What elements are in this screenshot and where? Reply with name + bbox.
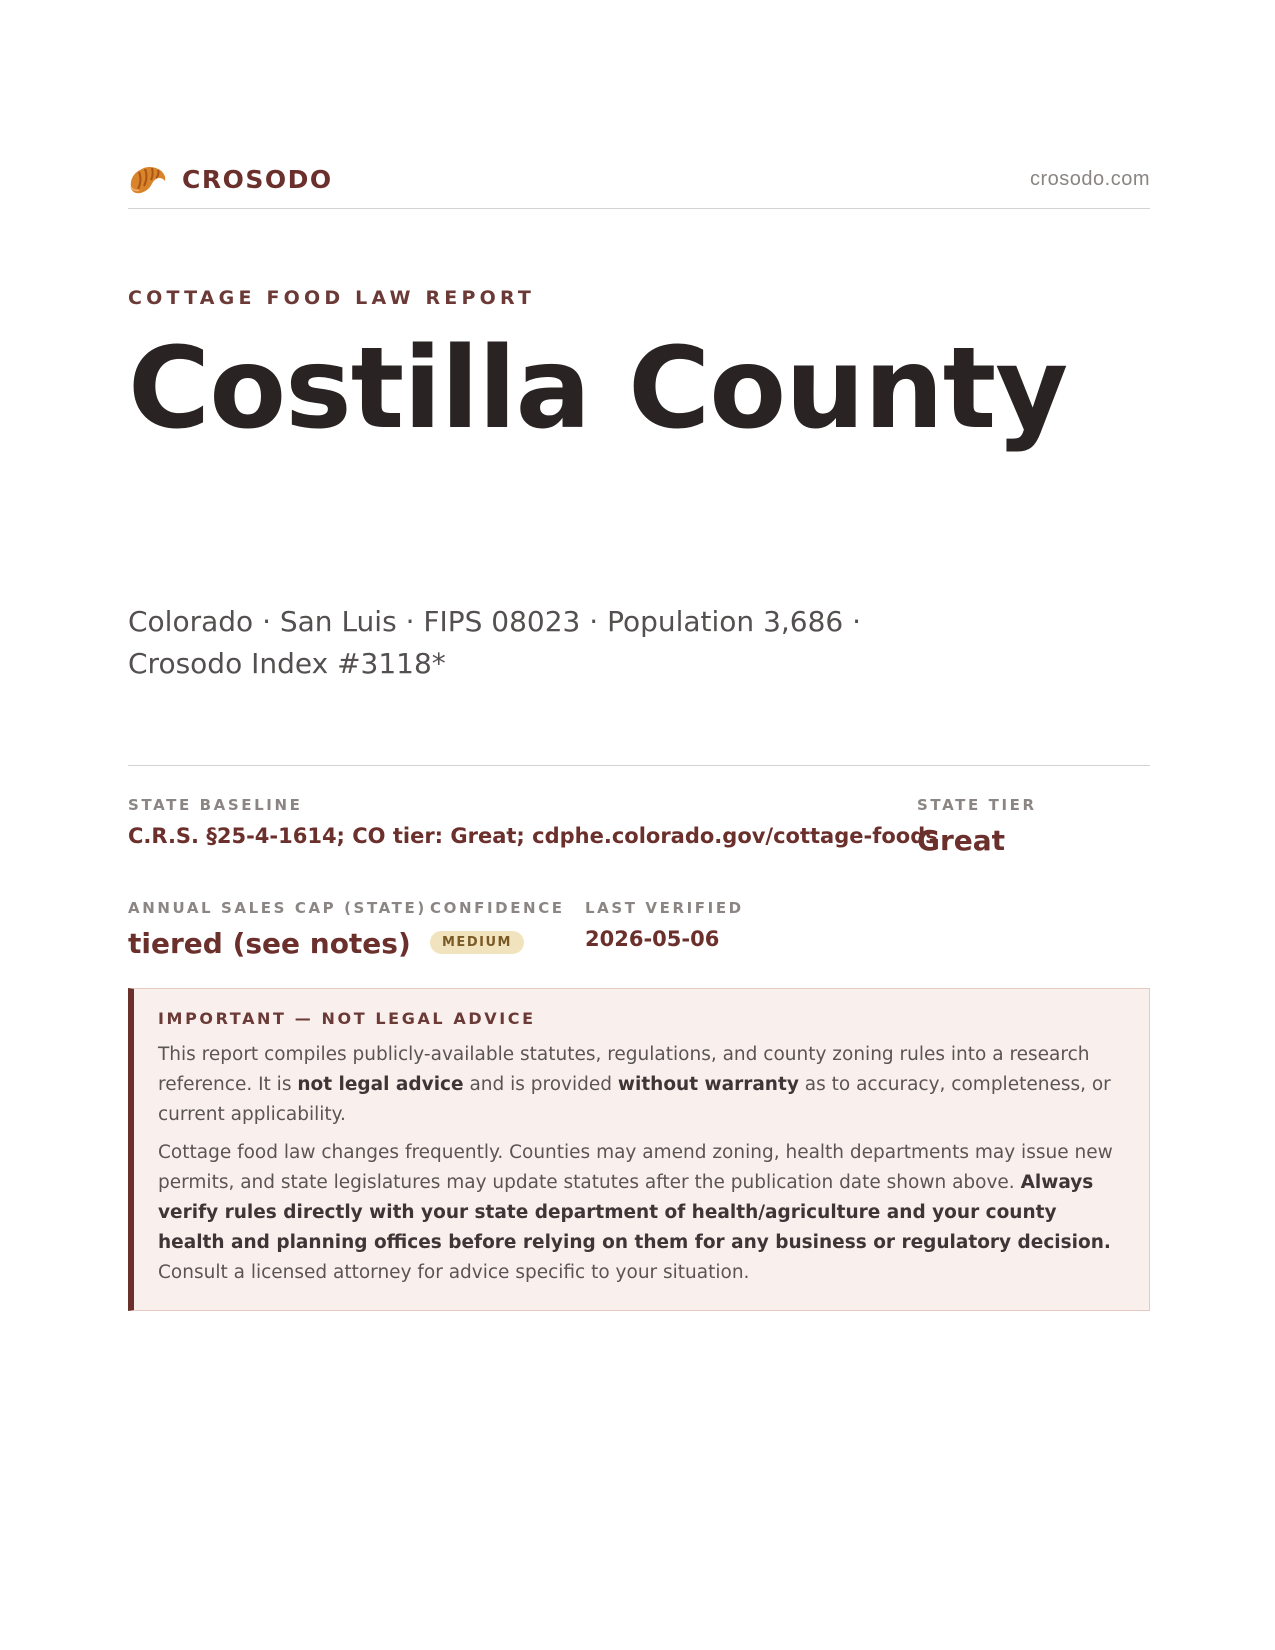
fact-last-verified <box>585 899 835 960</box>
section-divider <box>128 765 1150 766</box>
notice-emphasis: without warranty <box>617 1074 799 1095</box>
fact-label: CONFIDENCE <box>430 899 565 917</box>
fact-confidence <box>430 899 585 960</box>
fact-label: STATE BASELINE <box>128 796 303 814</box>
legal-notice <box>128 988 1150 1311</box>
report-eyebrow: COTTAGE FOOD LAW REPORT <box>128 287 536 309</box>
facts-row <box>128 796 1150 857</box>
fact-value: Great <box>917 824 1006 857</box>
site-url[interactable]: crosodo.com <box>1030 167 1150 190</box>
fact-value: 2026-05-06 <box>585 927 720 951</box>
brand[interactable] <box>128 161 333 197</box>
notice-text: Consult a licensed attorney for advice specific to your situation. <box>158 1262 750 1283</box>
croissant-icon <box>128 161 168 197</box>
fact-state-tier <box>917 796 1150 857</box>
fact-value: C.R.S. §25-4-1614; CO tier: Great; cdphe.colorado.gov/cottage-foods <box>128 824 938 848</box>
fact-label: ANNUAL SALES CAP (STATE) <box>128 899 427 917</box>
confidence-badge: MEDIUM <box>430 931 524 954</box>
facts-row <box>128 899 1150 960</box>
report-page <box>128 150 1150 1311</box>
fact-label: STATE TIER <box>917 796 1037 814</box>
notice-paragraph <box>158 1138 1123 1288</box>
fact-state-baseline <box>128 796 938 857</box>
notice-emphasis: Always verify rules directly with your state department of health/agriculture and your county health and planning offices before relying on them for any business or regulatory decision. <box>158 1172 1111 1253</box>
notice-title: IMPORTANT — NOT LEGAL ADVICE <box>158 1009 536 1028</box>
notice-text: and is provided <box>463 1074 618 1095</box>
fact-label: LAST VERIFIED <box>585 899 744 917</box>
notice-text: Cottage food law changes frequently. Counties may amend zoning, health departments may issue new permits, and state legislatures may update statutes after the publication date shown above. <box>158 1142 1113 1193</box>
fact-value: tiered (see notes) <box>128 927 411 960</box>
page-title: Costilla County <box>128 324 1068 454</box>
notice-emphasis: not legal advice <box>297 1074 464 1095</box>
fact-sales-cap <box>128 899 430 960</box>
page-header <box>128 150 1150 209</box>
notice-paragraph <box>158 1040 1123 1130</box>
notice-text: This report compiles publicly-available statutes, regulations, and county zoning rules into a research reference. It is <box>158 1044 1090 1095</box>
page-subtitle: Colorado · San Luis · FIPS 08023 · Population 3,686 · Crosodo Index #3118* <box>128 605 862 680</box>
brand-name: CROSODO <box>182 164 333 194</box>
notice-text: as to accuracy, completeness, or current applicability. <box>158 1074 1111 1125</box>
